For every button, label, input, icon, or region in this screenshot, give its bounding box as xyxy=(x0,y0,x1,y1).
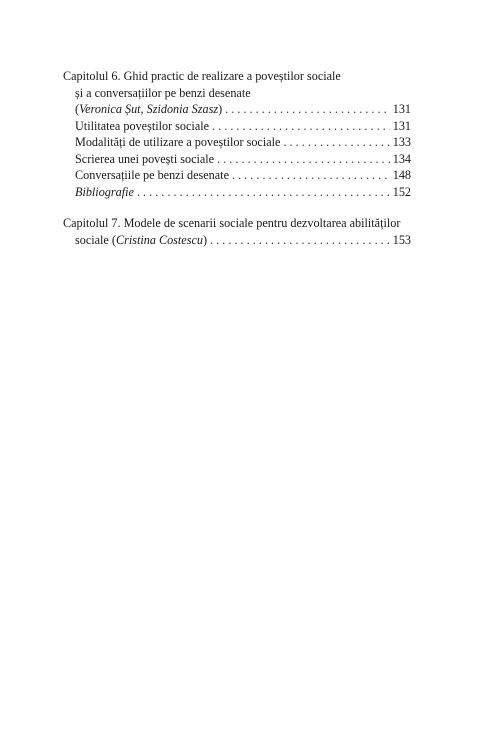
chapter-7-title-line-1: Capitolul 7. Modele de scenarii sociale pentru dezvoltarea abilităților xyxy=(63,216,401,230)
toc-section-modalitati[interactable] xyxy=(63,134,411,151)
dot-leader xyxy=(212,118,390,135)
chapter-6-authors: Veronica Șut, Szidonia Szasz xyxy=(79,102,219,116)
chapter-7-authors-row[interactable] xyxy=(63,232,411,249)
dot-leader xyxy=(217,151,390,168)
toc-chapter-6 xyxy=(63,68,411,200)
chapter-7-page-number: 153 xyxy=(392,232,411,247)
table-of-contents xyxy=(63,68,411,263)
toc-section-scrierea[interactable] xyxy=(63,151,411,168)
chapter-7-authors-label xyxy=(75,232,207,249)
section-page-number: 131 xyxy=(392,118,411,133)
chapter-6-authors-open: ( xyxy=(75,102,80,116)
chapter-6-title-line-1: Capitolul 6. Ghid practic de realizare a poveștilor sociale xyxy=(63,69,341,83)
chapter-7-title-line-2-prefix: sociale ( xyxy=(75,232,116,247)
section-label: Modalități de utilizare a poveștilor sociale xyxy=(75,135,281,149)
dot-leader xyxy=(232,167,390,184)
section-page-number: 134 xyxy=(392,151,411,166)
toc-section-utilitatea[interactable] xyxy=(63,118,411,135)
chapter-7-authors-close: ) xyxy=(202,232,208,247)
section-label: Conversațiile pe benzi desenate xyxy=(75,168,229,182)
chapter-6-page-number: 131 xyxy=(392,102,411,116)
chapter-6-authors-label xyxy=(75,101,222,118)
section-label: Scrierea unei povești sociale xyxy=(75,151,215,166)
toc-section-bibliografie[interactable] xyxy=(63,184,411,201)
chapter-7-authors: Cristina Costescu xyxy=(115,232,203,247)
toc-section-conversatiile[interactable] xyxy=(63,167,411,184)
dot-leader xyxy=(137,184,390,201)
chapter-6-authors-close: ) xyxy=(218,102,223,116)
section-label: Utilitatea poveștilor sociale xyxy=(75,118,210,133)
dot-leader xyxy=(210,232,390,249)
chapter-6-authors-row[interactable] xyxy=(63,101,411,118)
toc-chapter-7 xyxy=(63,215,411,248)
section-page-number: 133 xyxy=(392,135,411,149)
section-page-number: 152 xyxy=(392,184,411,199)
section-label: Bibliografie xyxy=(75,184,134,199)
section-page-number: 148 xyxy=(392,168,411,182)
dot-leader xyxy=(225,101,390,118)
chapter-6-title-line-2: și a conversațiilor pe benzi desenate xyxy=(75,85,251,100)
dot-leader xyxy=(283,134,389,151)
